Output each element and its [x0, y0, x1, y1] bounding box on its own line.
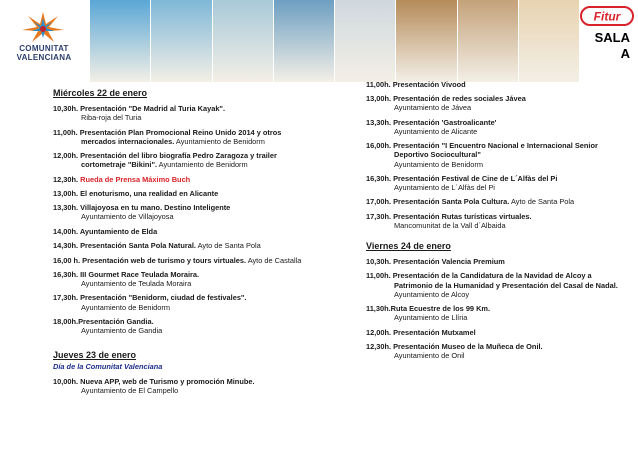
- schedule-entry: [366, 197, 628, 206]
- tourism-photo: [335, 0, 396, 82]
- entry-time-title: 12,30h. Presentación Museo de la Muñeca de Onil.: [366, 341, 543, 351]
- tourism-photo: [396, 0, 457, 82]
- entry-title: [53, 203, 343, 212]
- thursday-schedule-list-continued: [366, 80, 628, 230]
- entry-title: [366, 141, 628, 150]
- schedule-entry: [53, 317, 343, 335]
- entry-highlight: Rueda de Prensa Máximo Buch: [80, 174, 191, 184]
- entry-time-title: 10,00h. Nueva APP, web de Turismo y promoción Minube.: [53, 377, 255, 387]
- entry-title: [53, 317, 343, 326]
- entry-title: [53, 128, 343, 137]
- schedule-entry: [366, 304, 628, 322]
- entry-title-continued-text: mercados internacionales.: [81, 136, 175, 146]
- entry-time-title: 13,00h. Presentación de redes sociales Jávea: [366, 94, 526, 104]
- thursday-schedule-list: [53, 377, 343, 395]
- entry-time-title: 17,30h. Presentación Rutas turísticas virtuales.: [366, 211, 532, 221]
- fitur-logo-text: Fitur: [593, 9, 621, 24]
- schedule-entry: [53, 104, 343, 122]
- entry-title: [366, 304, 628, 313]
- entry-organizer: Ayuntamiento de Benidorm: [174, 136, 265, 146]
- entry-title: [366, 328, 628, 337]
- entry-organizer: Ayto de Castalla: [246, 255, 302, 265]
- tourism-photo: [213, 0, 274, 82]
- entry-time-title: 12,00h. Presentación del libro biografía Pedro Zaragoza y trailer: [53, 151, 277, 161]
- schedule-entry: [366, 94, 628, 112]
- schedule-entry: [366, 80, 628, 89]
- entry-organizer: Ayuntamiento de Benidorm: [394, 159, 484, 169]
- entry-time-title: 16,00 h. Presentación web de turismo y tours virtuales.: [53, 255, 247, 265]
- entry-title: [53, 175, 343, 184]
- entry-organizer: Ayuntamiento de Alicante: [394, 126, 478, 136]
- fitur-logo: [580, 6, 634, 26]
- entry-title: [53, 151, 343, 160]
- entry-organizer: Ayuntamiento de Jávea: [394, 103, 472, 113]
- tourism-photo: [458, 0, 519, 82]
- schedule-entry: [53, 128, 343, 146]
- comunitat-valenciana-logo: [4, 10, 84, 72]
- entry-time-title: 14,30h. Presentación Santa Pola Natural.: [53, 241, 196, 251]
- entry-time-title: 13,30h. Villajoyosa en tu mano. Destino Inteligente: [53, 203, 231, 213]
- comunitat-valenciana-logo-mark: [18, 10, 68, 44]
- entry-title: [366, 212, 628, 221]
- entry-title-continued: [53, 160, 343, 169]
- schedule-left-column: [53, 86, 343, 401]
- entry-title-continued-text: cortometraje "Bikini".: [81, 160, 158, 170]
- schedule-entry: [366, 328, 628, 337]
- entry-organizer: Ayuntamiento de Gandia: [81, 326, 163, 336]
- schedule-entry: [53, 175, 343, 184]
- friday-schedule-list: [366, 257, 628, 360]
- comunitat-valenciana-logo-text: COMUNITAT VALENCIANA: [16, 44, 72, 62]
- tourism-photo: [274, 0, 335, 82]
- entry-title-continued: [366, 281, 628, 290]
- schedule-entry: [366, 212, 628, 230]
- entry-title: [366, 197, 628, 206]
- entry-time-title: 12,30h.: [53, 174, 81, 184]
- schedule-entry: [53, 256, 343, 265]
- entry-time-title: 11,00h. Presentación Plan Promocional Reino Unido 2014 y otros: [53, 127, 282, 137]
- entry-organizer: Ayuntamiento de Llíria: [394, 313, 468, 323]
- tourism-photo: [519, 0, 580, 82]
- tourism-photo-strip: [90, 0, 580, 82]
- entry-organizer: Ayuntamiento de Benidorm: [157, 160, 248, 170]
- entry-title: [366, 174, 628, 183]
- schedule-entry: [53, 270, 343, 288]
- entry-time-title: 10,30h. Presentación "De Madrid al Turia Kayak".: [53, 104, 225, 114]
- room-label: [595, 30, 630, 62]
- entry-title: [366, 342, 628, 351]
- entry-time-title: 14,00h. Ayuntamiento de Elda: [53, 226, 158, 236]
- entry-organizer: Ayuntamiento de Teulada Moraira: [81, 279, 192, 289]
- tourism-photo: [151, 0, 212, 82]
- entry-organizer: Ayto de Santa Pola: [509, 197, 575, 207]
- entry-time-title: 12,00h. Presentación Mutxamel: [366, 327, 476, 337]
- day-heading-wednesday: Miércoles 22 de enero: [53, 88, 148, 98]
- entry-time-title: 10,30h. Presentación Valencia Premium: [366, 257, 505, 267]
- day-subheading-thursday: Día de la Comunitat Valenciana: [53, 362, 163, 372]
- schedule-entry: [366, 271, 628, 298]
- schedule-entry: [366, 174, 628, 192]
- entry-title: [53, 227, 343, 236]
- entry-time-title: 11,00h. Presentación de la Candidatura de la Navidad de Alcoy a: [366, 271, 592, 281]
- entry-time-title: 13,30h. Presentación 'Gastroalicante': [366, 117, 497, 127]
- entry-organizer: Ayto de Santa Pola: [195, 241, 261, 251]
- entry-title-continued: [53, 137, 343, 146]
- schedule-entry: [366, 118, 628, 136]
- entry-title: [366, 94, 628, 103]
- entry-title: [366, 271, 628, 280]
- entry-title-continued: [366, 150, 628, 159]
- entry-organizer: Mancomunitat de la Vall d´Albaida: [394, 220, 506, 230]
- entry-time-title: 17,00h. Presentación Santa Pola Cultura.: [366, 197, 510, 207]
- entry-title: [53, 293, 343, 302]
- entry-title-continued-text: Deportivo Sociocultural": [394, 150, 481, 160]
- entry-organizer: Riba-roja del Turia: [81, 113, 142, 123]
- schedule-entry: [53, 151, 343, 169]
- entry-title: [366, 257, 628, 266]
- schedule-entry: [53, 241, 343, 250]
- day-heading-friday: Viernes 24 de enero: [366, 241, 451, 251]
- entry-time-title: 17,30h. Presentación "Benidorm, ciudad de festivales".: [53, 293, 247, 303]
- entry-title-continued-text: Patrimonio de la Humanidad y Presentación del Casal de Nadal.: [394, 280, 618, 290]
- entry-time-title: 18,00h.Presentación Gandia.: [53, 316, 154, 326]
- entry-time-title: 11,00h. Presentación Vivood: [366, 80, 466, 89]
- entry-title: [53, 256, 343, 265]
- schedule-entry: [53, 293, 343, 311]
- entry-title: [53, 377, 343, 386]
- schedule-entry: [366, 141, 628, 168]
- day-heading-thursday: Jueves 23 de enero: [53, 350, 137, 361]
- entry-title: [366, 118, 628, 127]
- schedule-entry: [53, 227, 343, 236]
- entry-time-title: 13,00h. El enoturismo, una realidad en Alicante: [53, 188, 219, 198]
- header: [0, 0, 638, 82]
- room-label-line1: SALA: [594, 30, 630, 45]
- entry-organizer: Ayuntamiento de Villajoyosa: [81, 212, 174, 222]
- entry-time-title: 16,30h. Presentación Festival de Cine de L´Alfàs del Pi: [366, 173, 558, 183]
- entry-organizer: Ayuntamiento de Alcoy: [394, 289, 470, 299]
- tourism-photo: [90, 0, 151, 82]
- entry-organizer: Ayuntamiento de Onil: [394, 351, 465, 361]
- schedule-entry: [53, 203, 343, 221]
- schedule-entry: [366, 257, 628, 266]
- entry-organizer: Ayuntamiento de Benidorm: [81, 302, 171, 312]
- schedule-entry: [53, 189, 343, 198]
- entry-title: [53, 189, 343, 198]
- entry-title: [53, 270, 343, 279]
- entry-organizer: Ayuntamiento de El Campello: [81, 386, 179, 396]
- entry-title: [53, 241, 343, 250]
- entry-organizer: Ayuntamiento de L´Alfàs del Pi: [394, 183, 495, 193]
- entry-title: [53, 104, 343, 113]
- entry-time-title: 16,30h. III Gourmet Race Teulada Moraira.: [53, 269, 200, 279]
- entry-title: [366, 80, 628, 89]
- entry-time-title: 11,30h.Ruta Ecuestre de los 99 Km.: [366, 304, 491, 314]
- entry-time-title: 16,00h. Presentación "I Encuentro Nacional e Internacional Senior: [366, 141, 598, 151]
- room-label-line2: A: [620, 46, 630, 61]
- schedule-right-column: [366, 80, 628, 365]
- wednesday-schedule-list: [53, 104, 343, 335]
- schedule-entry: [53, 377, 343, 395]
- schedule-entry: [366, 342, 628, 360]
